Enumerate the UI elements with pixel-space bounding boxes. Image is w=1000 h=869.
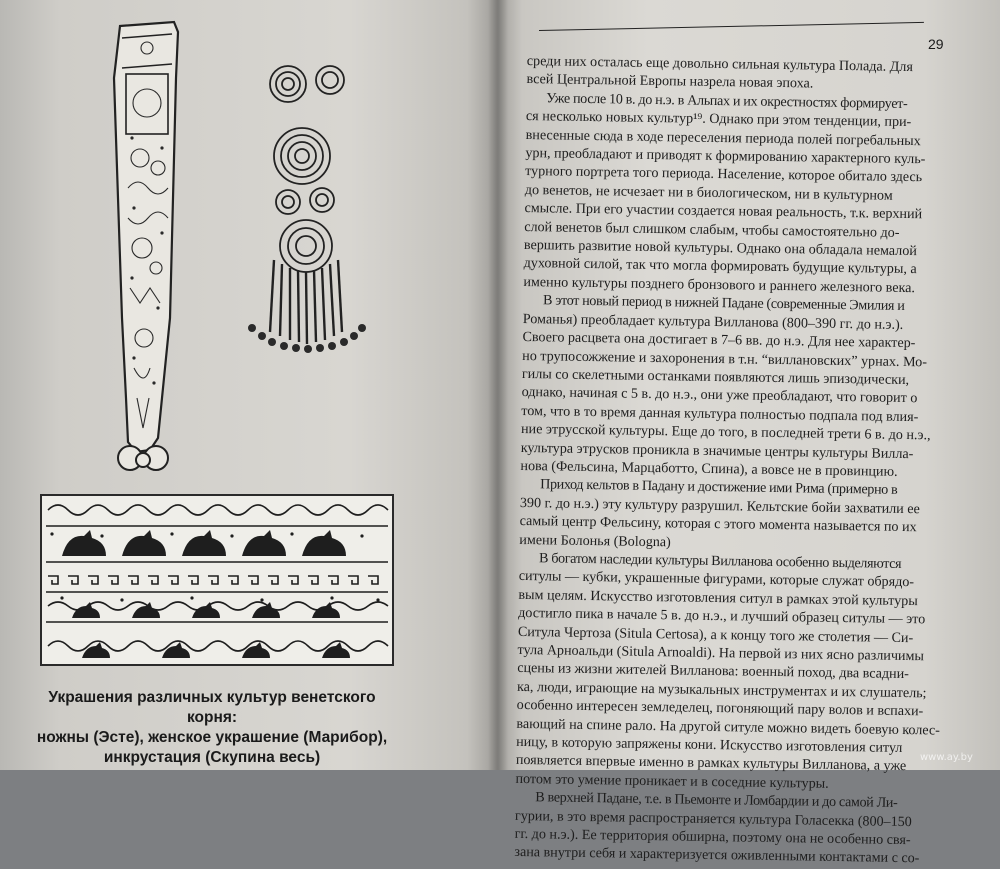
text-line: Приход кельтов в Падану и достижение ими Рима (примерно в xyxy=(540,476,898,499)
text-line: Своего расцвета она достигает в 7–6 вв. до н.э. Для нее характер- xyxy=(522,329,916,352)
page-number: 29 xyxy=(928,36,944,52)
text-line: Романья) преобладает культура Вилланова (800–390 гг. до н.э.). xyxy=(522,310,904,333)
text-line: особенно интересен земледелец, погоняющий пару волов и вспахи- xyxy=(516,697,924,720)
text-line: появляется впервые именно в рамках культуры Вилланова, а уже xyxy=(515,752,907,775)
text-line: но трупосожжение и захоронения в т.н. “вилланoвских” урнах. Мо- xyxy=(522,347,928,370)
text-line: потом это умение проникает и в соседние культуры. xyxy=(515,770,829,792)
text-line: слой венетов был слишком слабым, чтобы самостоятельно до- xyxy=(524,218,900,241)
text-line: духовной силой, так что могла формировать будущие культуры, а xyxy=(523,255,917,278)
text-line: В верхней Падане, т.е. в Пьемонте и Ломбардии и до самой Ли- xyxy=(535,789,898,812)
text-line: среди них осталась еще довольно сильная культура Полада. Для xyxy=(526,52,913,76)
text-line: Ситула Чертоза (Situla Certosa), а к концу того же столетия — Си- xyxy=(517,623,914,646)
text-line: В этот новый период в нижней Падане (современные Эмилия и xyxy=(542,292,905,315)
spiral-pendant-illustration xyxy=(230,60,380,360)
text-line: 390 г. до н.э.) эту культуру разрушил. Кельтские бойи захватили ее xyxy=(519,494,920,517)
caption-line: Украшения различных культур венетского корня: xyxy=(48,689,376,726)
text-line: вающий на спине рало. На другой ситуле можно видеть боевую колес- xyxy=(516,715,941,739)
body-text xyxy=(514,52,982,869)
text-line: смысле. При его участии создается новая реальность, т.к. верхний xyxy=(524,200,923,223)
text-line: вершить развитие новой культуры. Однако она обладала немалой xyxy=(523,237,917,260)
text-line: всей Центральной Европы назрела новая эпоха. xyxy=(526,71,814,92)
text-line: гилы со скелетными останками появляются лишь эпизодически, xyxy=(521,365,910,388)
text-line: ся несколько новых культур¹⁹. Однако при этом тенденции, при- xyxy=(525,108,912,131)
watermark: www.ay.by xyxy=(920,752,973,763)
text-line: внесенные сюда в ходе переселения периода полей погребальных xyxy=(525,126,921,149)
text-line: до венетов, не исчезает ни в биологическом, ни в культурном xyxy=(524,181,893,204)
text-line: культура этрусков проникла в значимые центры культуры Вилла- xyxy=(520,439,914,462)
inlay-frieze-illustration xyxy=(40,494,394,666)
text-line: имени Болонья (Bologna) xyxy=(519,531,671,550)
right-page xyxy=(497,0,1000,867)
text-line: том, что в то время данная культура полностью подпала под влия- xyxy=(521,402,919,425)
text-line: В богатом наследии культуры Вилланова особенно выделяются xyxy=(538,550,902,572)
caption-line: ножны (Эсте), женское украшение (Марибор), xyxy=(36,729,388,746)
book-gutter xyxy=(488,0,508,770)
text-line: турного портрета того периода. Население, которое обитало здесь xyxy=(524,163,923,186)
text-line: гг. до н.э.). Ее территория обширна, поэтому она не особенно свя- xyxy=(514,825,911,849)
text-line: ницу, в которую запряжены кони. Искусство изготовления ситул xyxy=(516,733,903,757)
text-line: Уже после 10 в. до н.э. в Альпах и их окрестностях формирует- xyxy=(546,90,908,112)
text-line: гурии, в это время распространяется культура Голасекка (800–150 xyxy=(514,807,912,830)
text-line: тула Арноальди (Situla Arnoaldi). На первой из них ясно различимы xyxy=(517,641,925,665)
text-line: достигло пика в начале 5 в. до н.э., и лучший образец ситулы — это xyxy=(518,605,926,628)
text-line: ние этрусской культуры. Еще до того, в последней трети 6 в. до н.э., xyxy=(520,421,931,444)
text-line: ситулы — кубки, украшенные фигурами, которые служат обрядо- xyxy=(518,568,915,591)
header-rule xyxy=(539,22,924,31)
text-line: однако, начиная с 5 в. до н.э., они уже преобладают, что говорит о xyxy=(521,384,918,407)
scabbard-illustration xyxy=(92,18,192,478)
text-line: именно культуры позднего бронзового и раннего железного века. xyxy=(523,273,916,296)
figure-caption xyxy=(22,688,402,768)
text-line: вым целям. Искусство изготовления ситул в рамках этой культуры xyxy=(518,586,918,609)
text-line: зана внутри себя и характеризуется оживленными контактами с со- xyxy=(514,844,920,867)
text-line: урн, преобладают и приводят к формированию характерного куль- xyxy=(525,145,926,168)
caption-line: инкрустация (Скупина весь) xyxy=(103,749,321,766)
left-page xyxy=(0,0,497,770)
text-line: самый центр Фельсину, которая с этого момента называется по их xyxy=(519,513,917,536)
text-line: нова (Фельсина, Марцаботто, Спина), а вовсе не в провинцию. xyxy=(520,457,898,480)
text-line: сцены из жизни жителей Вилланова: военный поход, два всадни- xyxy=(517,660,910,683)
text-line: ка, люди, играющие на музыкальных инструментах и их слушатель; xyxy=(516,678,927,702)
